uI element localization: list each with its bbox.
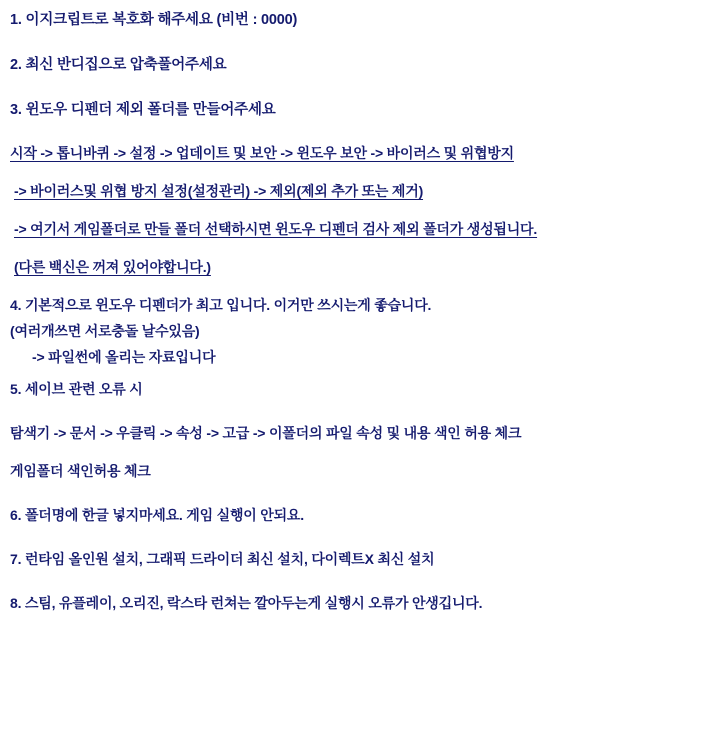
- upload-note: -> 파일썬에 올리는 자료입니다: [32, 349, 216, 365]
- antivirus-warning: (다른 백신은 꺼져 있어야합니다.): [14, 259, 211, 275]
- game-folder-index-note: 게임폴더 색인허용 체크: [10, 463, 151, 479]
- spacer: [10, 201, 703, 219]
- spacer: [10, 277, 703, 295]
- spacer: [10, 569, 703, 593]
- spacer: [10, 443, 703, 461]
- instruction-step-5: 5. 세이브 관련 오류 시: [10, 381, 143, 397]
- defender-path-line-3: -> 여기서 게임폴더로 만들 폴더 선택하시면 윈도우 디펜더 검사 제외 폴더가 생성됩니다.: [14, 221, 538, 237]
- spacer: [10, 119, 703, 143]
- spacer: [10, 29, 703, 53]
- spacer: [10, 399, 703, 423]
- instruction-step-6: 6. 폴더명에 한글 넣지마세요. 게임 실행이 안되요.: [10, 507, 304, 523]
- instruction-step-4: 4. 기본적으로 윈도우 디펜더가 최고 입니다. 이거만 쓰시는게 좋습니다.: [10, 297, 432, 313]
- instruction-step-7: 7. 런타임 올인원 설치, 그래픽 드라이더 최신 설치, 다이렉트X 최신 설치: [10, 551, 435, 567]
- save-fix-path: 탐색기 -> 문서 -> 우클릭 -> 속성 -> 고급 -> 이폴더의 파일 속성 및 내용 색인 허용 체크: [10, 425, 522, 441]
- defender-path-line-1: 시작 -> 톱니바퀴 -> 설정 -> 업데이트 및 보안 -> 윈도우 보안 -> 바이러스 및 위협방지: [10, 145, 514, 161]
- spacer: [10, 481, 703, 505]
- spacer: [10, 74, 703, 98]
- spacer: [10, 367, 703, 379]
- spacer: [10, 163, 703, 181]
- instruction-step-2: 2. 최신 반디집으로 압축풀어주세요: [10, 57, 227, 73]
- instruction-step-3: 3. 윈도우 디펜더 제외 폴더를 만들어주세요: [10, 102, 276, 118]
- instruction-step-8: 8. 스팀, 유플레이, 오리진, 락스타 런쳐는 깔아두는게 실행시 오류가 안생깁니다.: [10, 595, 483, 611]
- conflict-note: (여러개쓰면 서로충돌 날수있음): [10, 323, 200, 339]
- instruction-step-1: 1. 이지크립트로 복호화 해주세요 (비번 : 0000): [10, 12, 298, 28]
- spacer: [10, 525, 703, 549]
- spacer: [10, 239, 703, 257]
- defender-path-line-2: -> 바이러스및 위협 방지 설정(설정관리) -> 제외(제외 추가 또는 제거): [14, 183, 424, 199]
